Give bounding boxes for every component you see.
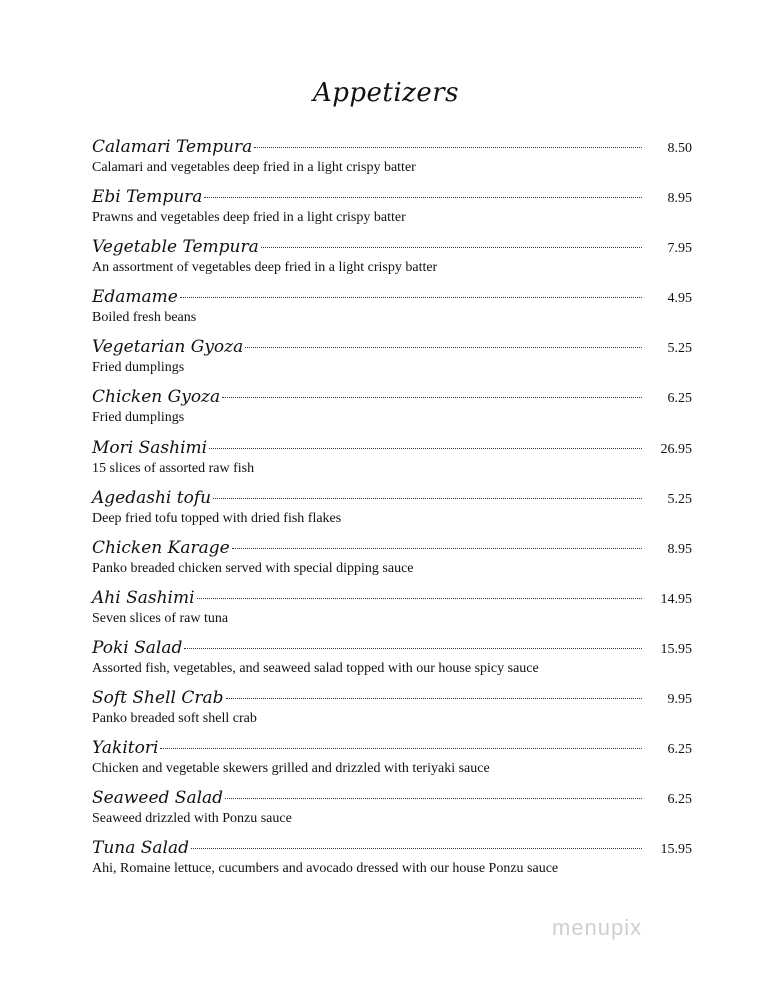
menu-item-name: Mori Sashimi xyxy=(92,437,208,458)
menu-item xyxy=(92,387,692,437)
menu-item-price: 6.25 xyxy=(667,792,692,808)
menu-item-header xyxy=(92,237,692,259)
menu-item-name: Chicken Gyoza xyxy=(92,387,221,408)
menu-item xyxy=(92,838,692,888)
dot-leader xyxy=(209,448,642,449)
menu-item-description: Calamari and vegetables deep fried in a light crispy batter xyxy=(92,160,416,175)
dot-leader xyxy=(222,397,642,398)
page-title: Appetizers xyxy=(312,78,460,108)
menu-item xyxy=(92,488,692,538)
dot-leader xyxy=(197,598,642,599)
menu-item xyxy=(92,187,692,237)
menu-item xyxy=(92,638,692,688)
dot-leader xyxy=(232,548,642,549)
menu-item-header xyxy=(92,137,692,159)
menu-item-description: Fried dumplings xyxy=(92,360,185,376)
menu-item-name: Soft Shell Crab xyxy=(92,688,224,709)
menu-item-price: 6.25 xyxy=(667,391,692,407)
dot-leader xyxy=(180,297,642,298)
menu-item-description: Prawns and vegetables deep fried in a light crispy batter xyxy=(92,210,406,226)
menu-item-price: 7.95 xyxy=(667,241,692,257)
menu-item xyxy=(92,538,692,588)
menu-item-description: Seaweed drizzled with Ponzu sauce xyxy=(92,811,292,827)
menu-item-name: Seaweed Salad xyxy=(92,788,224,809)
menu-item-description: Seven slices of raw tuna xyxy=(92,610,229,626)
menu-item-header xyxy=(92,538,692,560)
menu-item-description: Fried dumplings xyxy=(92,410,185,426)
menu-item-description: Panko breaded soft shell crab xyxy=(92,711,257,727)
menu-item-name: Tuna Salad xyxy=(92,838,190,859)
menu-item-header xyxy=(92,337,692,359)
menu-item-header xyxy=(92,438,692,460)
menu-item-name: Poki Salad xyxy=(92,637,183,658)
dot-leader xyxy=(184,648,642,649)
dot-leader xyxy=(245,347,642,348)
menu-item-price: 14.95 xyxy=(660,591,692,607)
menu-item-price: 4.95 xyxy=(667,291,692,307)
menu-item-header xyxy=(92,738,692,760)
menu-item-price: 8.95 xyxy=(667,191,692,207)
menu-item-header xyxy=(92,287,692,309)
menu-item-name: Ahi Sashimi xyxy=(92,587,195,608)
menu-item-description: Ahi, Romaine lettuce, cucumbers and avocado dressed with our house Ponzu sauce xyxy=(92,861,559,877)
menu-item-header xyxy=(92,387,692,409)
dot-leader xyxy=(213,498,642,499)
menupix-watermark: menupix xyxy=(552,915,643,940)
menu-item-header xyxy=(92,688,692,710)
dot-leader xyxy=(204,197,642,198)
dot-leader xyxy=(160,748,642,749)
dot-leader xyxy=(225,798,642,799)
menu-item-price: 26.95 xyxy=(660,441,692,457)
menu-item-header xyxy=(92,488,692,510)
menu-item xyxy=(92,237,692,287)
menu-item xyxy=(92,137,692,187)
dot-leader xyxy=(254,147,642,148)
menu-item-description: Deep fried tofu topped with dried fish flakes xyxy=(92,510,342,526)
menu-item-price: 8.50 xyxy=(667,141,692,156)
menu-item xyxy=(92,337,692,387)
menu-item-name: Vegetable Tempura xyxy=(92,237,259,258)
menu-item-name: Calamari Tempura xyxy=(92,137,253,157)
menu-item-price: 8.95 xyxy=(667,541,692,557)
dot-leader xyxy=(191,848,642,849)
menu-item-header xyxy=(92,838,692,860)
menu-item xyxy=(92,438,692,488)
menu-item-header xyxy=(92,788,692,810)
menu-item-header xyxy=(92,588,692,610)
menu-list xyxy=(92,137,692,888)
menu-item-name: Ebi Tempura xyxy=(92,187,203,208)
menu-item-name: Agedashi tofu xyxy=(92,487,212,508)
menu-item-header xyxy=(92,638,692,660)
menu-item-description: Panko breaded chicken served with special dipping sauce xyxy=(92,560,414,576)
menu-item xyxy=(92,788,692,838)
menu-item-description: Assorted fish, vegetables, and seaweed salad topped with our house spicy sauce xyxy=(92,660,539,676)
menu-item xyxy=(92,738,692,788)
menu-item xyxy=(92,688,692,738)
dot-leader xyxy=(226,698,643,699)
menu-item-header xyxy=(92,187,692,209)
menu-item xyxy=(92,287,692,337)
menu-item-description: An assortment of vegetables deep fried in a light crispy batter xyxy=(92,260,438,276)
menu-item-price: 15.95 xyxy=(660,842,692,858)
menu-item-name: Edamame xyxy=(92,287,178,308)
menu-item xyxy=(92,588,692,638)
menu-item-price: 15.95 xyxy=(660,641,692,657)
menu-item-price: 5.25 xyxy=(667,341,692,357)
menu-item-price: 5.25 xyxy=(667,491,692,507)
menu-item-name: Yakitori xyxy=(92,738,159,759)
menu-item-price: 9.95 xyxy=(667,692,692,708)
menu-item-name: Chicken Karage xyxy=(92,537,230,558)
menu-item-description: 15 slices of assorted raw fish xyxy=(92,460,255,476)
menu-item-price: 6.25 xyxy=(667,742,692,758)
menu-item-description: Chicken and vegetable skewers grilled and drizzled with teriyaki sauce xyxy=(92,761,490,777)
dot-leader xyxy=(261,247,642,248)
menu-item-description: Boiled fresh beans xyxy=(92,310,197,326)
menu-item-name: Vegetarian Gyoza xyxy=(92,337,244,358)
